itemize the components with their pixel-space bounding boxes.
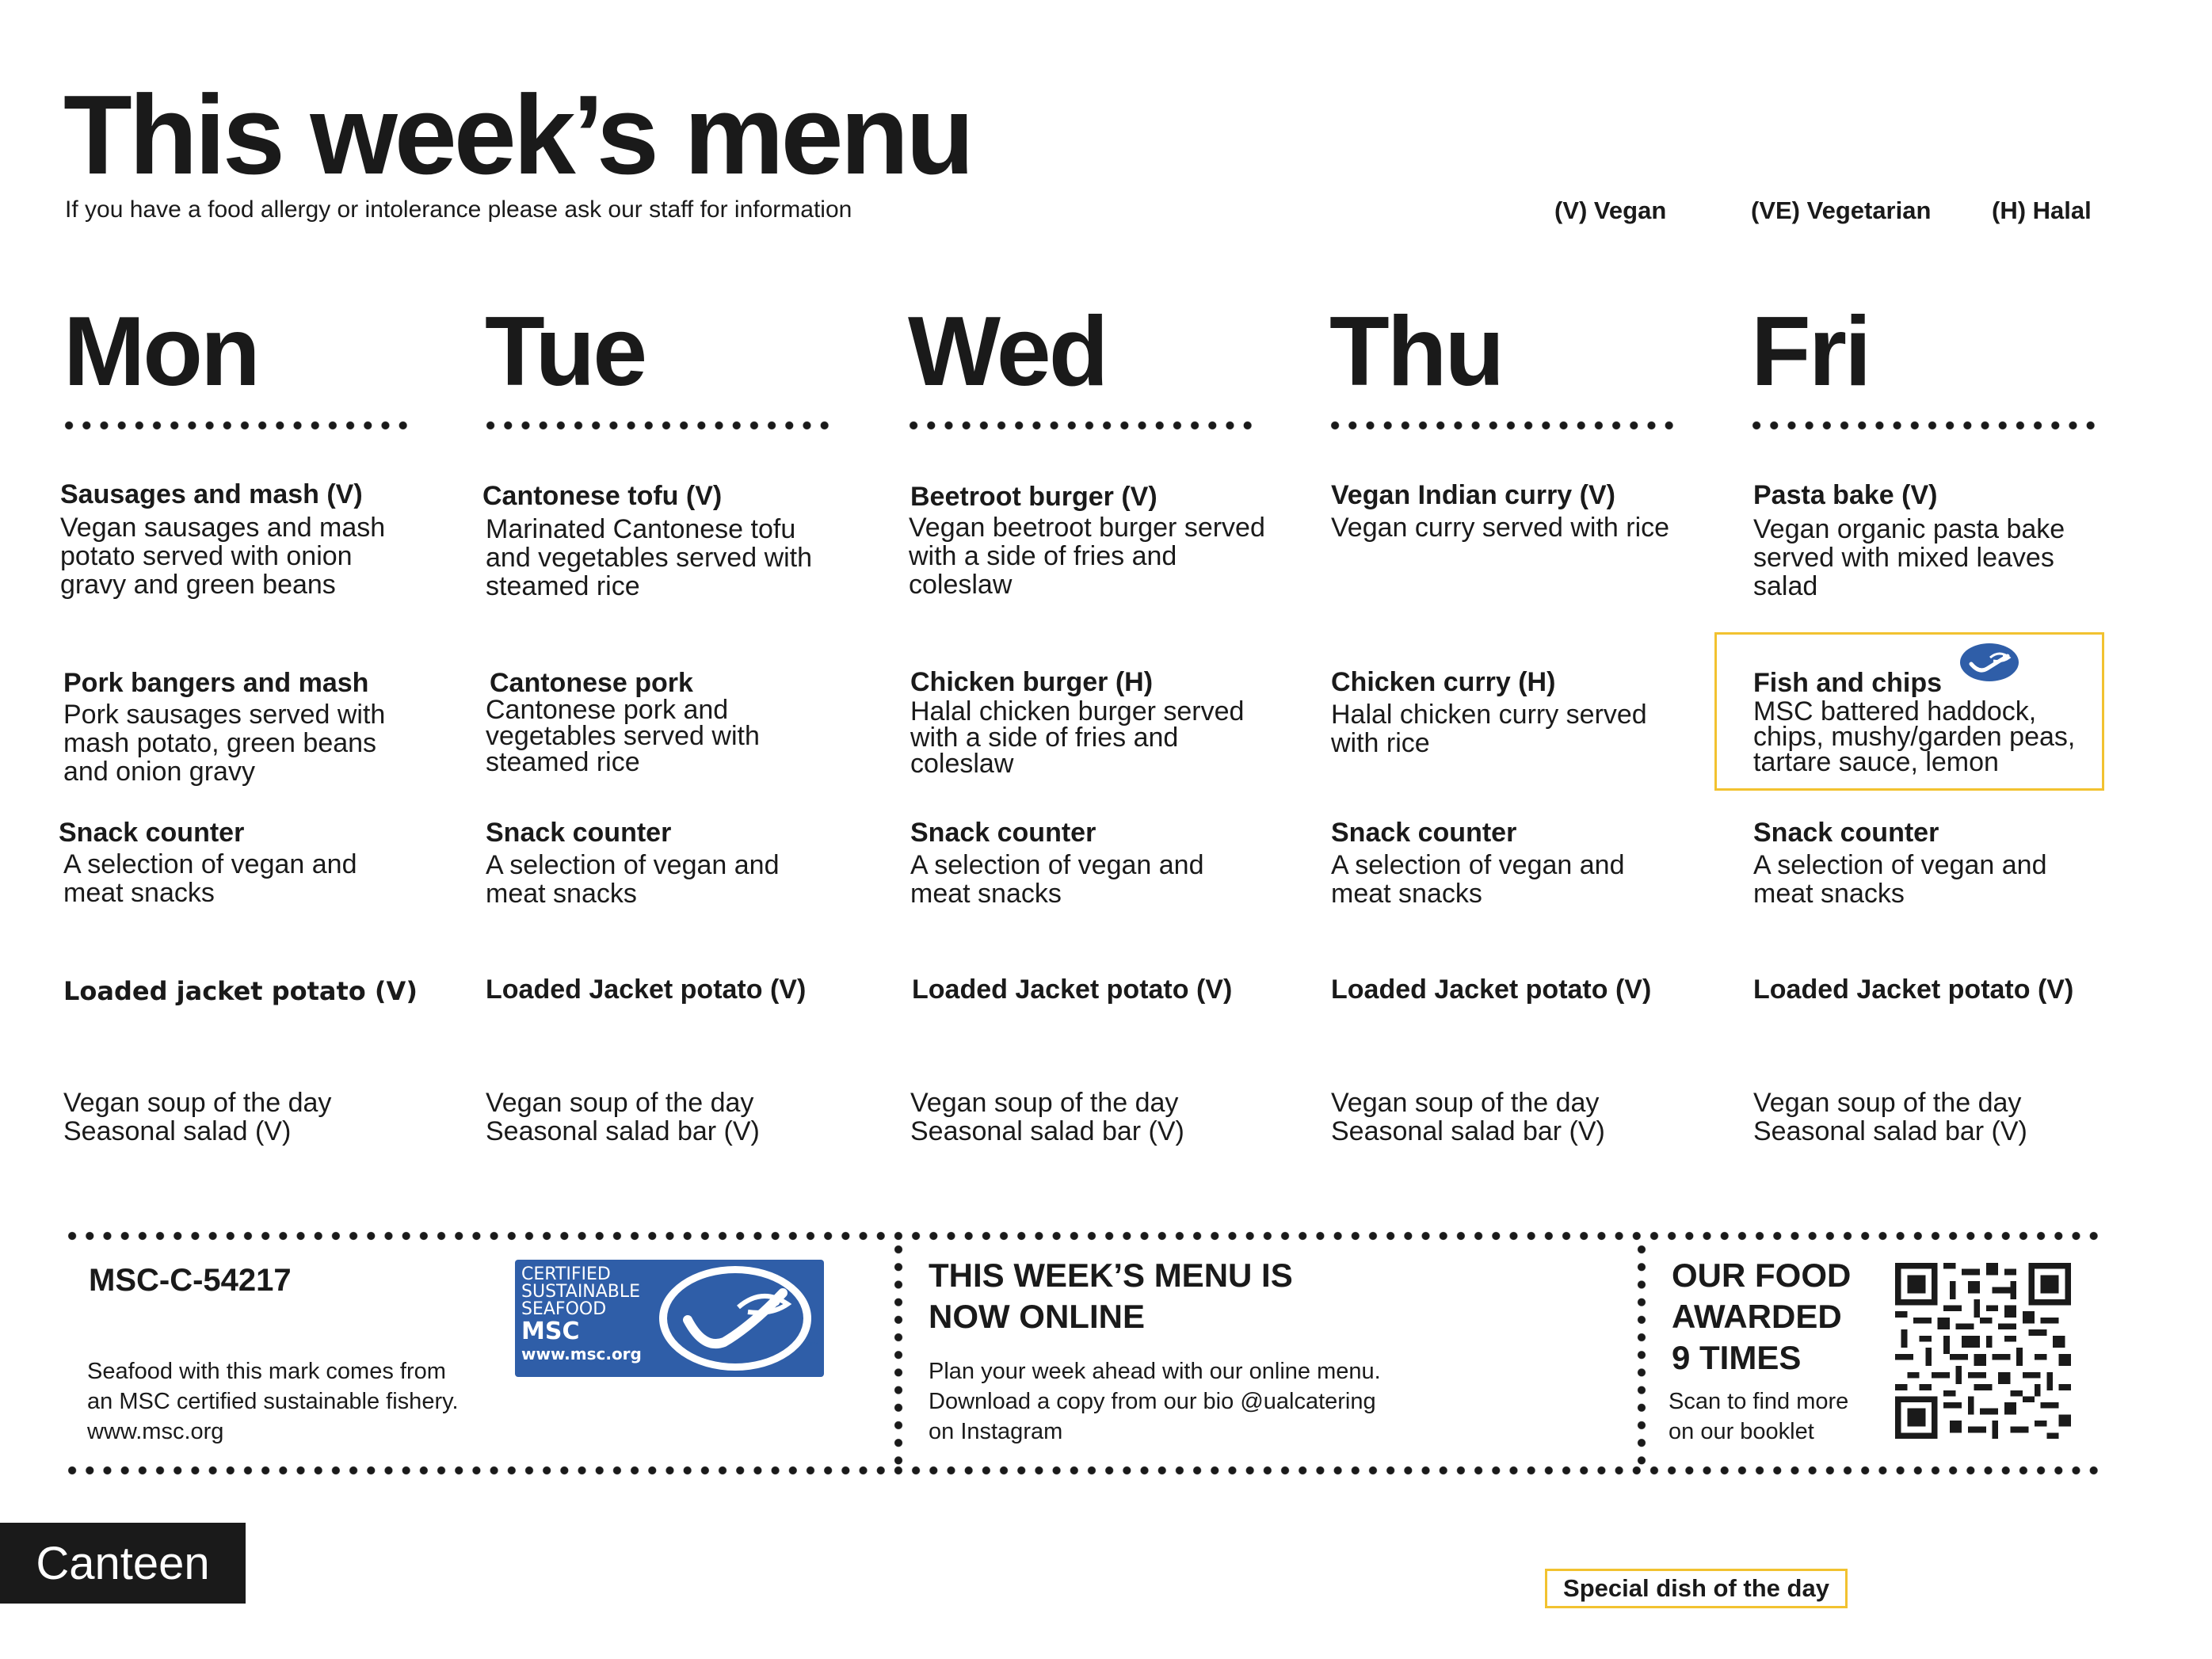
menu-item-desc: Halal chicken burger served with a side of fries and coleslaw <box>910 696 1245 779</box>
menu-item-title: Cantonese pork <box>490 668 693 698</box>
menu-item-desc: A selection of vegan and meat snacks <box>910 850 1204 909</box>
divider-thu <box>1326 421 1681 430</box>
msc-text-line: Seafood with this mark comes from <box>87 1359 446 1384</box>
menu-item-soup: Vegan soup of the day <box>486 1088 754 1118</box>
msc-trademark: ™ <box>808 1339 819 1352</box>
menu-item-soup: Vegan soup of the day <box>1753 1088 2022 1118</box>
online-menu-heading <box>929 1255 1293 1337</box>
menu-item-desc: Pork sausages served with mash potato, green beans and onion gravy <box>63 700 386 787</box>
canteen-label: Canteen <box>0 1523 246 1604</box>
menu-item-salad: Seasonal salad (V) <box>63 1116 292 1146</box>
menu-item-desc: Marinated Cantonese tofu and vegetables served with steamed rice <box>486 514 813 601</box>
msc-logo-text: MSC <box>521 1318 580 1345</box>
awards-heading-line: AWARDED <box>1672 1298 1842 1335</box>
footer-divider-right <box>1637 1241 1646 1466</box>
online-menu-text <box>929 1356 1381 1447</box>
day-heading-fri: Fri <box>1751 297 1870 406</box>
menu-item-loaded-potato: Loaded Jacket potato (V) <box>912 974 1233 1005</box>
menu-item-title: Snack counter <box>486 818 672 848</box>
menu-item-desc: Vegan organic pasta bake served with mixed leaves salad <box>1753 514 2065 601</box>
menu-item-title: Pork bangers and mash <box>63 668 369 698</box>
menu-item-title: Beetroot burger (V) <box>910 482 1157 512</box>
menu-item-title: Snack counter <box>910 818 1096 848</box>
divider-mon <box>60 421 415 430</box>
menu-item-title: Sausages and mash (V) <box>60 479 363 509</box>
divider-wed <box>905 421 1260 430</box>
menu-item-desc: A selection of vegan and meat snacks <box>1753 850 2047 909</box>
menu-item-desc: Vegan curry served with rice <box>1331 513 1670 543</box>
msc-logo <box>515 1260 824 1377</box>
page-title: This week’s menu <box>63 72 972 198</box>
legend-vegetarian: (VE) Vegetarian <box>1751 196 1932 224</box>
menu-item-salad: Seasonal salad bar (V) <box>910 1116 1184 1146</box>
menu-item-desc: Halal chicken curry served with rice <box>1331 700 1647 758</box>
legend-vegan: (V) Vegan <box>1554 196 1667 224</box>
allergy-notice: If you have a food allergy or intolerance please ask our staff for information <box>65 196 852 223</box>
online-menu-text-line: on Instagram <box>929 1419 1063 1444</box>
menu-item-desc: A selection of vegan and meat snacks <box>63 849 357 908</box>
msc-logo-text: CERTIFIED <box>521 1264 611 1284</box>
menu-item-desc: A selection of vegan and meat snacks <box>1331 850 1625 909</box>
online-menu-text-line: Download a copy from our bio @ualcatering <box>929 1389 1376 1414</box>
special-dish-legend: Special dish of the day <box>1545 1569 1848 1608</box>
msc-fish-tick-icon <box>656 1263 814 1374</box>
menu-item-salad: Seasonal salad bar (V) <box>486 1116 760 1146</box>
menu-item-desc: Cantonese pork and vegetables served with steamed rice <box>486 695 760 777</box>
menu-item-title: Snack counter <box>1331 818 1517 848</box>
online-menu-heading-line: THIS WEEK’S MENU IS <box>929 1257 1293 1294</box>
divider-fri <box>1748 421 2103 430</box>
day-heading-wed: Wed <box>908 297 1107 406</box>
msc-logo-url: www.msc.org <box>521 1344 642 1363</box>
menu-item-salad: Seasonal salad bar (V) <box>1753 1116 2027 1146</box>
menu-item-title: Snack counter <box>59 818 245 848</box>
awards-text-line: Scan to find more <box>1669 1389 1849 1414</box>
awards-heading <box>1672 1255 1851 1379</box>
menu-item-title: Vegan Indian curry (V) <box>1331 480 1615 510</box>
awards-heading-line: OUR FOOD <box>1672 1257 1852 1294</box>
menu-item-title: Chicken burger (H) <box>910 667 1154 697</box>
menu-item-loaded-potato: Loaded jacket potato (V) <box>63 976 418 1006</box>
footer-divider-top <box>63 1231 2106 1241</box>
msc-text-line: an MSC certified sustainable fishery. <box>87 1389 459 1414</box>
msc-logo-text: SUSTAINABLE <box>521 1282 641 1302</box>
menu-item-loaded-potato: Loaded Jacket potato (V) <box>1331 974 1652 1005</box>
menu-item-soup: Vegan soup of the day <box>910 1088 1179 1118</box>
day-heading-thu: Thu <box>1329 297 1503 406</box>
online-menu-text-line: Plan your week ahead with our online menu. <box>929 1359 1381 1384</box>
menu-item-desc: Vegan sausages and mash potato served with onion gravy and green beans <box>60 513 386 600</box>
day-heading-mon: Mon <box>63 297 258 406</box>
online-menu-heading-line: NOW ONLINE <box>929 1298 1145 1335</box>
day-heading-tue: Tue <box>485 297 646 406</box>
msc-fish-icon <box>1958 642 2020 683</box>
footer-divider-left <box>894 1241 903 1466</box>
menu-item-title: Cantonese tofu (V) <box>482 481 723 511</box>
menu-item-loaded-potato: Loaded Jacket potato (V) <box>486 974 807 1005</box>
divider-tue <box>482 421 837 430</box>
menu-item-salad: Seasonal salad bar (V) <box>1331 1116 1605 1146</box>
awards-heading-line: 9 TIMES <box>1672 1339 1802 1376</box>
awards-text <box>1669 1386 1848 1447</box>
legend-halal: (H) Halal <box>1992 196 2092 224</box>
menu-item-title: Snack counter <box>1753 818 1939 848</box>
menu-item-desc: MSC battered haddock, chips, mushy/garden peas, tartare sauce, lemon <box>1753 696 2076 777</box>
footer-divider-bottom <box>63 1466 2106 1475</box>
menu-item-desc: A selection of vegan and meat snacks <box>486 850 780 909</box>
menu-item-title: Pasta bake (V) <box>1753 480 1938 510</box>
awards-text-line: on our booklet <box>1669 1419 1814 1444</box>
menu-item-desc: Vegan beetroot burger served with a side of fries and coleslaw <box>909 513 1265 600</box>
menu-item-soup: Vegan soup of the day <box>63 1088 332 1118</box>
msc-logo-text: SEAFOOD <box>521 1299 607 1319</box>
menu-item-title: Fish and chips <box>1753 668 1943 698</box>
menu-item-soup: Vegan soup of the day <box>1331 1088 1600 1118</box>
msc-certificate-code: MSC-C-54217 <box>89 1263 292 1298</box>
qr-code[interactable] <box>1895 1263 2071 1439</box>
msc-text <box>87 1356 459 1447</box>
msc-text-line: www.msc.org <box>87 1419 224 1444</box>
menu-item-title: Chicken curry (H) <box>1331 667 1556 697</box>
menu-item-loaded-potato: Loaded Jacket potato (V) <box>1753 974 2074 1005</box>
